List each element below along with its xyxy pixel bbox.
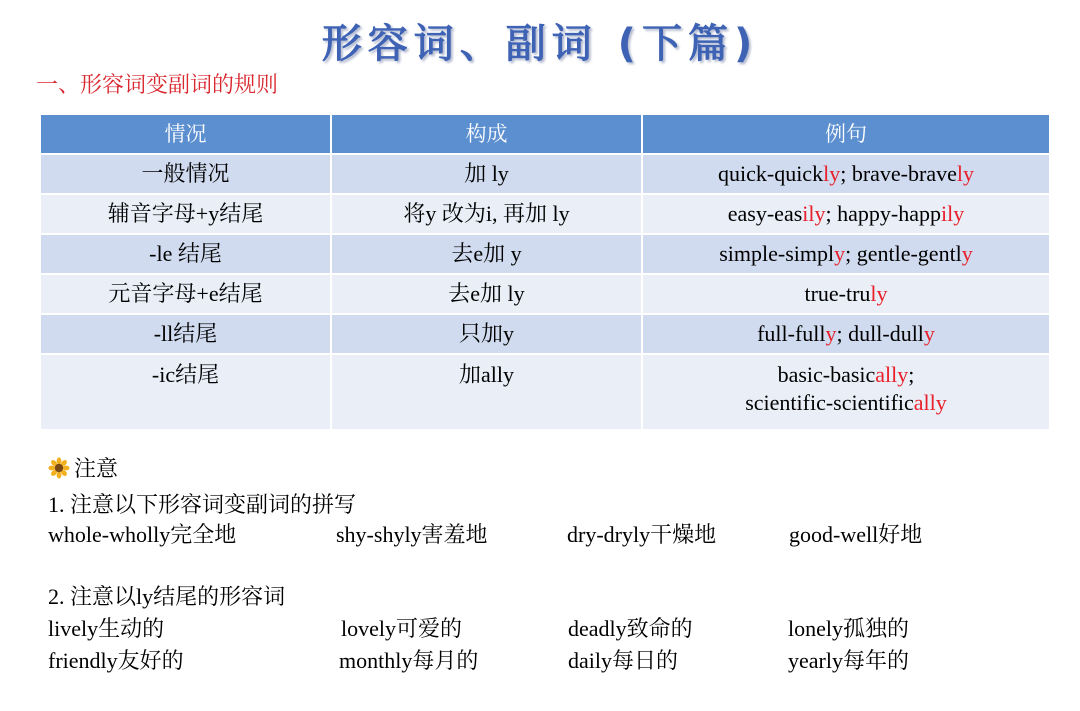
notes-title-text: 注意: [74, 456, 119, 481]
cell-example: quick-quickly; brave-bravely: [642, 154, 1050, 194]
word-pair: good-well好地: [789, 522, 923, 547]
cell-case: 元音字母+e结尾: [40, 274, 331, 314]
section-heading: 一、形容词变副词的规则: [36, 73, 279, 98]
cell-example: easy-easily; happy-happily: [642, 194, 1050, 234]
cell-case: 辅音字母+y结尾: [40, 194, 331, 234]
table-header-row: [40, 114, 1050, 154]
cell-example: basic-basically; scientific-scientifically: [642, 354, 1050, 430]
note-item-1-title: 1. 注意以下形容词变副词的拼写: [48, 492, 357, 517]
table-row: [40, 354, 1050, 430]
word-pair: lonely孤独的: [788, 616, 909, 641]
table-row: [40, 314, 1050, 354]
sunflower-icon: [48, 457, 70, 479]
table-row: [40, 234, 1050, 274]
cell-example: full-fully; dull-dully: [642, 314, 1050, 354]
page-title: 形容词、副词 (下篇): [321, 21, 759, 67]
word-pair: lovely可爱的: [341, 616, 462, 641]
cell-rule: 加 ly: [331, 154, 642, 194]
header-example: 例句: [642, 114, 1050, 154]
word-pair: friendly友好的: [48, 648, 184, 673]
cell-case: -ll结尾: [40, 314, 331, 354]
table-row: [40, 194, 1050, 234]
cell-case: 一般情况: [40, 154, 331, 194]
word-pair: whole-wholly完全地: [48, 522, 237, 547]
cell-case: -le 结尾: [40, 234, 331, 274]
cell-rule: 去e加 ly: [331, 274, 642, 314]
header-case: 情况: [40, 114, 331, 154]
word-pair: shy-shyly害羞地: [336, 522, 488, 547]
word-pair: monthly每月的: [339, 648, 479, 673]
cell-case: -ic结尾: [40, 354, 331, 430]
cell-rule: 去e加 y: [331, 234, 642, 274]
word-pair: yearly每年的: [788, 648, 909, 673]
word-pair: lively生动的: [48, 616, 165, 641]
table-row: [40, 274, 1050, 314]
cell-rule: 只加y: [331, 314, 642, 354]
notes-title: [48, 452, 118, 483]
cell-example: simple-simply; gentle-gently: [642, 234, 1050, 274]
cell-example: true-truly: [642, 274, 1050, 314]
word-pair: deadly致命的: [568, 616, 693, 641]
word-pair: dry-dryly干燥地: [567, 522, 717, 547]
header-rule: 构成: [331, 114, 642, 154]
cell-rule: 加ally: [331, 354, 642, 430]
table-row: [40, 154, 1050, 194]
rules-table: [39, 113, 1051, 431]
word-pair: daily每日的: [568, 648, 678, 673]
cell-rule: 将y 改为i, 再加 ly: [331, 194, 642, 234]
note-item-2-title: 2. 注意以ly结尾的形容词: [48, 584, 286, 609]
